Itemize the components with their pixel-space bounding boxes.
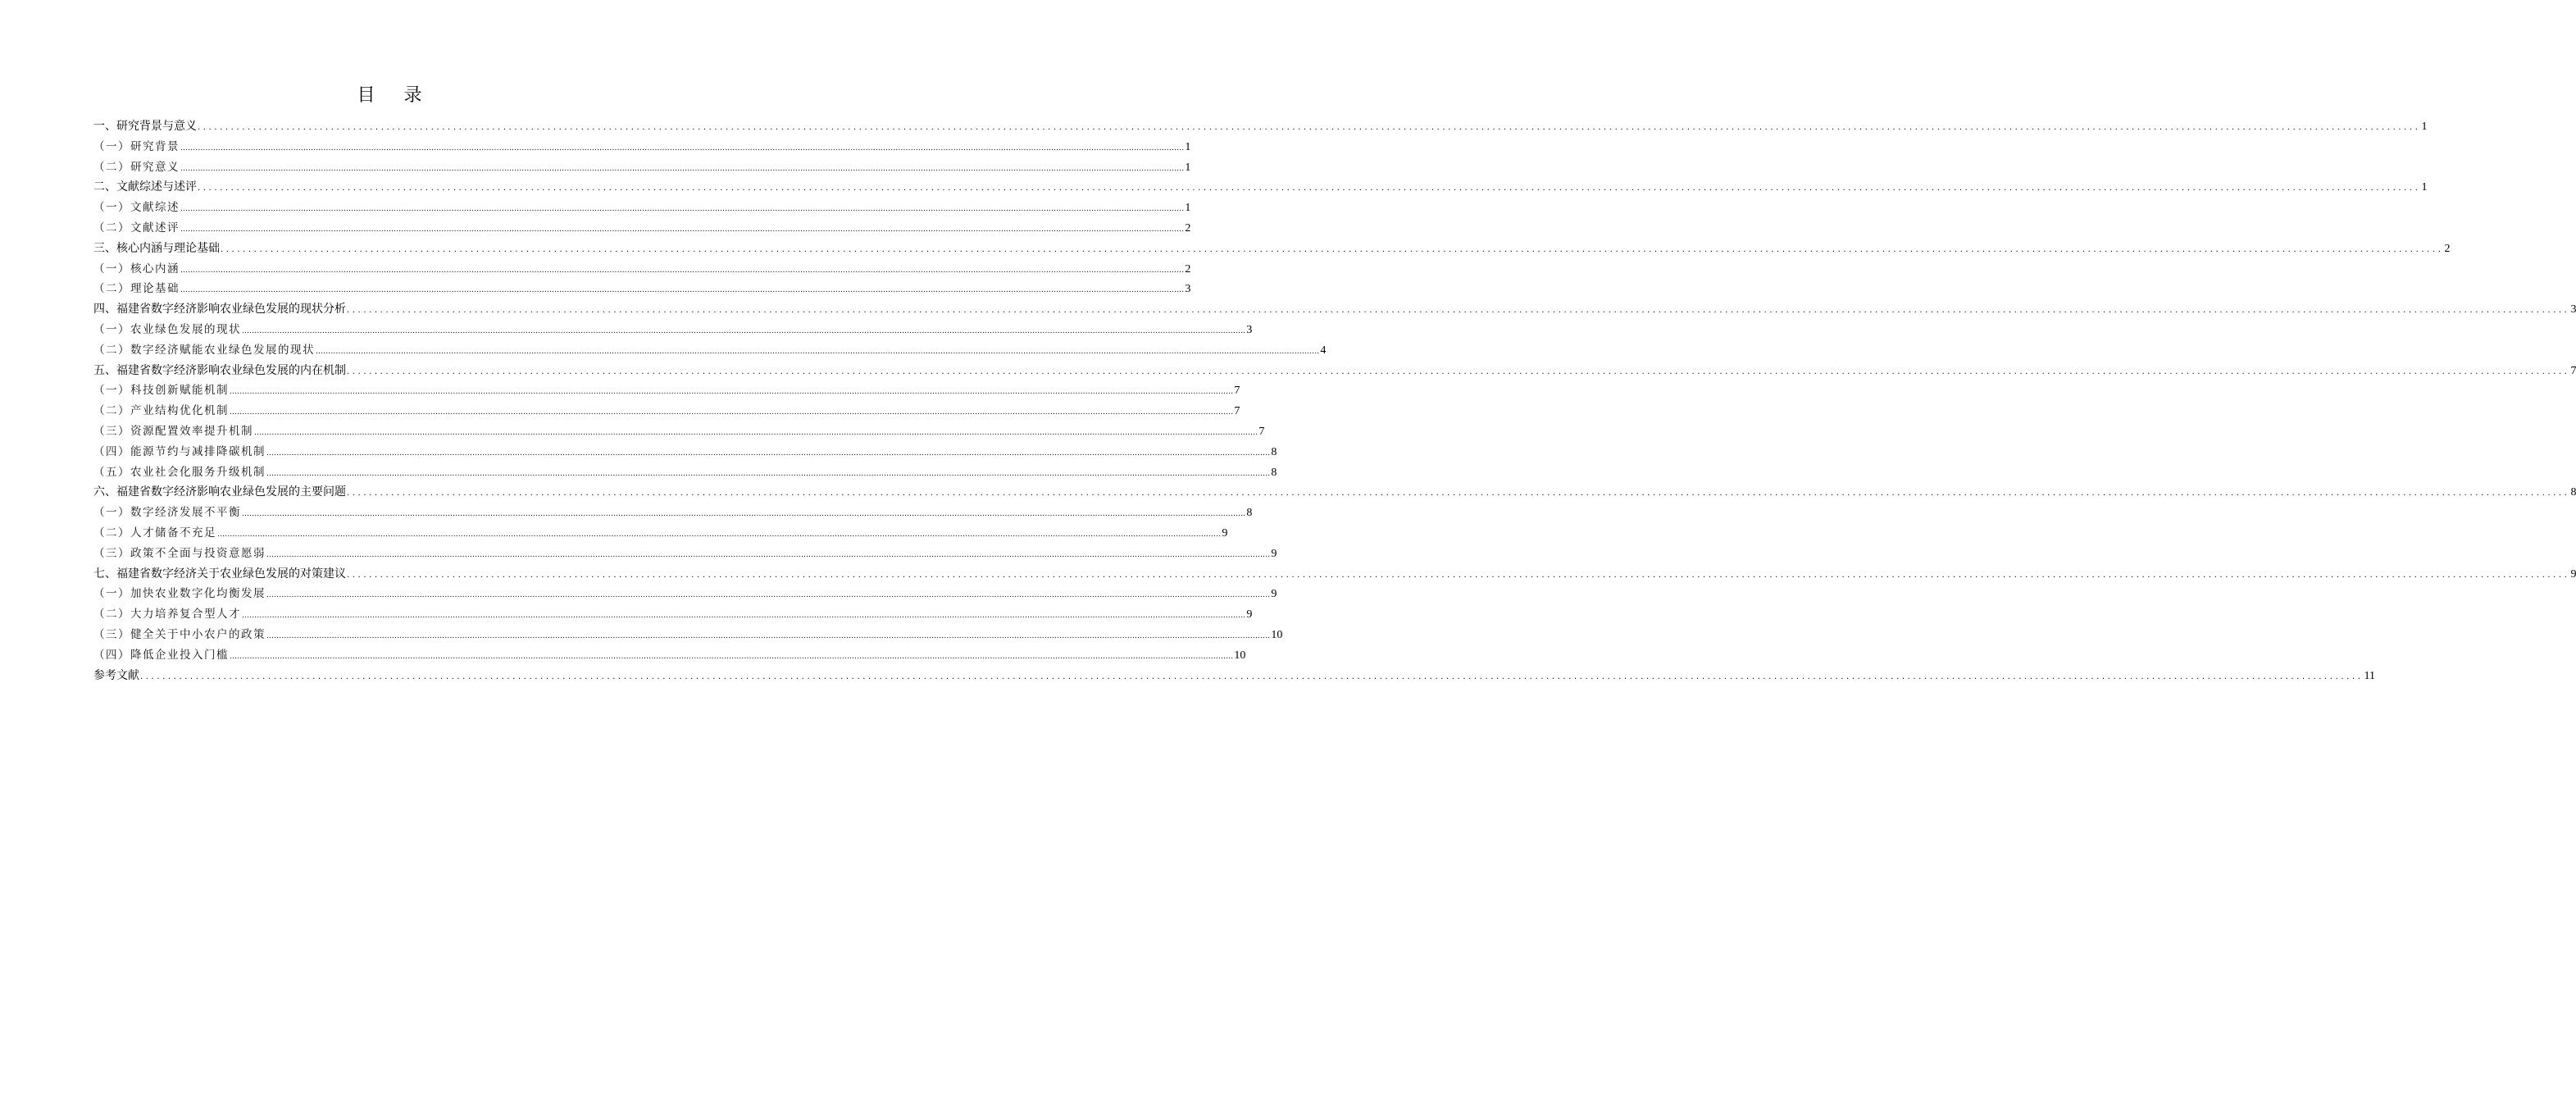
toc-entry-label: 一、研究背景与意义 xyxy=(93,120,197,133)
toc-entry-label: （一）科技创新赋能机制 xyxy=(93,384,229,398)
toc-page-number: 7 xyxy=(2570,364,2576,377)
toc-entry-label: 参考文献 xyxy=(93,668,139,682)
toc-page-number: 7 xyxy=(1234,385,1240,398)
toc-page-number: 2 xyxy=(1185,262,1191,276)
toc-entry-label: （三）政策不全面与投资意愿弱 xyxy=(93,546,266,560)
toc-entry-label: 七、福建省数字经济关于农业绿色发展的对策建议 xyxy=(93,567,346,581)
toc-title: 目 录 xyxy=(357,85,434,106)
toc-dot-leader: ................................................................................................................................................................................................................................................................................................................................................................................................................ xyxy=(347,367,2570,376)
toc-section-entry[interactable] xyxy=(93,198,1191,218)
toc-entry-label: （二）产业结构优化机制 xyxy=(93,404,229,418)
toc-section-entry[interactable] xyxy=(93,523,1228,544)
toc-dot-leader: ................................................................................................................................................................................................................................................................................................................................................................................................................ xyxy=(180,205,1185,214)
toc-dot-leader: ................................................................................................................................................................................................................................................................................................................................................................................................................ xyxy=(230,408,1234,417)
toc-entry-label: （二）理论基础 xyxy=(93,282,180,296)
toc-section-entry[interactable] xyxy=(93,218,1191,239)
toc-section-entry[interactable] xyxy=(93,544,1277,564)
toc-dot-leader: ................................................................................................................................................................................................................................................................................................................................................................................................................ xyxy=(254,428,1258,437)
toc-dot-leader: ................................................................................................................................................................................................................................................................................................................................................................................................................ xyxy=(180,164,1185,173)
toc-dot-leader: ................................................................................................................................................................................................................................................................................................................................................................................................................ xyxy=(221,244,2444,254)
toc-page-number: 8 xyxy=(1246,507,1253,520)
toc-page-number: 2 xyxy=(1185,221,1191,235)
toc-entry-label: （二）研究意义 xyxy=(93,160,180,174)
toc-section-entry[interactable] xyxy=(93,340,1327,361)
toc-dot-leader: ................................................................................................................................................................................................................................................................................................................................................................................................................ xyxy=(266,631,1271,640)
toc-chapter-entry[interactable] xyxy=(93,299,2576,320)
toc-entry-label: （一）文献综述 xyxy=(93,201,180,215)
toc-chapter-entry[interactable] xyxy=(93,564,2576,585)
toc-page-number: 1 xyxy=(1185,140,1191,153)
toc-section-entry[interactable] xyxy=(93,625,1283,645)
toc-dot-leader: ................................................................................................................................................................................................................................................................................................................................................................................................................ xyxy=(180,225,1185,234)
toc-dot-leader: ................................................................................................................................................................................................................................................................................................................................................................................................................ xyxy=(266,449,1271,458)
toc-dot-leader: ................................................................................................................................................................................................................................................................................................................................................................................................................ xyxy=(266,469,1271,478)
toc-dot-leader: ................................................................................................................................................................................................................................................................................................................................................................................................................ xyxy=(347,570,2570,580)
toc-entry-label: （一）农业绿色发展的现状 xyxy=(93,322,241,336)
toc-page-number: 3 xyxy=(1246,323,1253,336)
toc-entry-label: （二）文献述评 xyxy=(93,221,180,235)
toc-page-number: 7 xyxy=(1234,405,1240,418)
toc-section-entry[interactable] xyxy=(93,503,1253,523)
toc-entry-label: （二）人才储备不充足 xyxy=(93,526,216,540)
toc-entry-label: （四）降低企业投入门槛 xyxy=(93,648,229,662)
toc-page-number: 1 xyxy=(1185,161,1191,174)
toc-section-entry[interactable] xyxy=(93,137,1191,157)
toc-page-number: 3 xyxy=(2570,303,2576,316)
toc-entry-label: 三、核心内涵与理论基础 xyxy=(93,241,220,255)
toc-section-entry[interactable] xyxy=(93,442,1277,462)
toc-dot-leader: ................................................................................................................................................................................................................................................................................................................................................................................................................ xyxy=(230,652,1234,661)
toc-page-number: 10 xyxy=(1271,628,1283,641)
toc-page-number: 10 xyxy=(1234,649,1246,662)
toc-dot-leader: ................................................................................................................................................................................................................................................................................................................................................................................................................ xyxy=(217,530,1222,539)
toc-page-number: 2 xyxy=(2444,242,2451,255)
toc-dot-leader: ................................................................................................................................................................................................................................................................................................................................................................................................................ xyxy=(316,347,1320,356)
toc-entry-label: （二）大力培养复合型人才 xyxy=(93,608,241,622)
toc-entry-label: （一）加快农业数字化均衡发展 xyxy=(93,587,266,601)
toc-section-entry[interactable] xyxy=(93,320,1253,340)
toc-dot-leader: ................................................................................................................................................................................................................................................................................................................................................................................................................ xyxy=(266,550,1271,559)
toc-dot-leader: ................................................................................................................................................................................................................................................................................................................................................................................................................ xyxy=(198,123,2421,132)
toc-section-entry[interactable] xyxy=(93,259,1191,280)
toc-page-number: 7 xyxy=(1258,425,1265,438)
toc-entry-label: （二）数字经济赋能农业绿色发展的现状 xyxy=(93,343,315,357)
toc-section-entry[interactable] xyxy=(93,401,1240,421)
toc-section-entry[interactable] xyxy=(93,279,1191,299)
toc-entry-label: （一）核心内涵 xyxy=(93,262,180,276)
toc-page-number: 9 xyxy=(2570,567,2576,581)
toc-page-number: 11 xyxy=(2364,669,2375,682)
toc-dot-leader: ................................................................................................................................................................................................................................................................................................................................................................................................................ xyxy=(180,286,1185,295)
toc-dot-leader: ................................................................................................................................................................................................................................................................................................................................................................................................................ xyxy=(180,143,1185,153)
toc-dot-leader: ................................................................................................................................................................................................................................................................................................................................................................................................................ xyxy=(180,266,1185,275)
toc-section-entry[interactable] xyxy=(93,604,1253,625)
toc-dot-leader: ................................................................................................................................................................................................................................................................................................................................................................................................................ xyxy=(242,612,1246,621)
toc-page-number: 9 xyxy=(1246,608,1253,622)
toc-section-entry[interactable] xyxy=(93,380,1240,401)
toc-dot-leader: ................................................................................................................................................................................................................................................................................................................................................................................................................ xyxy=(347,306,2570,316)
toc-page-number: 9 xyxy=(1222,526,1228,540)
toc-chapter-entry[interactable] xyxy=(93,116,2428,137)
toc-chapter-entry[interactable] xyxy=(93,239,2451,259)
toc-entry-label: （三）健全关于中小农户的政策 xyxy=(93,627,266,641)
toc-entry-label: 六、福建省数字经济影响农业绿色发展的主要问题 xyxy=(93,485,346,499)
toc-section-entry[interactable] xyxy=(93,645,1246,666)
toc-entry-label: （三）资源配置效率提升机制 xyxy=(93,424,253,438)
toc-entry-label: （五）农业社会化服务升级机制 xyxy=(93,465,266,479)
toc-entry-label: 五、福建省数字经济影响农业绿色发展的内在机制 xyxy=(93,363,346,377)
toc-section-entry[interactable] xyxy=(93,421,1265,442)
toc-section-entry[interactable] xyxy=(93,462,1277,483)
toc-entry-label: 四、福建省数字经济影响农业绿色发展的现状分析 xyxy=(93,303,346,316)
toc-chapter-entry[interactable] xyxy=(93,361,2576,381)
toc-page-number: 1 xyxy=(2421,121,2428,133)
toc-chapter-entry[interactable] xyxy=(93,666,2375,686)
toc-dot-leader: ................................................................................................................................................................................................................................................................................................................................................................................................................ xyxy=(347,489,2570,499)
toc-page-number: 4 xyxy=(1320,344,1327,357)
toc-list xyxy=(93,116,2576,685)
toc-dot-leader: ................................................................................................................................................................................................................................................................................................................................................................................................................ xyxy=(198,184,2421,194)
toc-dot-leader: ................................................................................................................................................................................................................................................................................................................................................................................................................ xyxy=(242,326,1246,335)
toc-chapter-entry[interactable] xyxy=(93,482,2576,503)
toc-chapter-entry[interactable] xyxy=(93,177,2428,198)
toc-page-number: 8 xyxy=(2570,486,2576,499)
toc-entry-label: 二、文献综述与述评 xyxy=(93,180,197,194)
toc-dot-leader: ................................................................................................................................................................................................................................................................................................................................................................................................................ xyxy=(230,388,1234,397)
toc-page-number: 3 xyxy=(1185,283,1191,296)
toc-dot-leader: ................................................................................................................................................................................................................................................................................................................................................................................................................ xyxy=(266,591,1271,600)
toc-entry-label: （一）数字经济发展不平衡 xyxy=(93,506,241,520)
toc-dot-leader: ................................................................................................................................................................................................................................................................................................................................................................................................................ xyxy=(140,672,2364,681)
toc-entry-label: （四）能源节约与减排降碳机制 xyxy=(93,444,266,458)
toc-entry-label: （一）研究背景 xyxy=(93,139,180,153)
toc-page-number: 9 xyxy=(1271,547,1277,560)
toc-page-number: 1 xyxy=(2421,181,2428,194)
toc-page-number: 1 xyxy=(1185,202,1191,215)
toc-section-entry[interactable] xyxy=(93,584,1277,604)
toc-page-number: 9 xyxy=(1271,588,1277,601)
toc-page-number: 8 xyxy=(1271,445,1277,458)
toc-page-number: 8 xyxy=(1271,466,1277,479)
toc-section-entry[interactable] xyxy=(93,157,1191,178)
toc-dot-leader: ................................................................................................................................................................................................................................................................................................................................................................................................................ xyxy=(242,510,1246,519)
